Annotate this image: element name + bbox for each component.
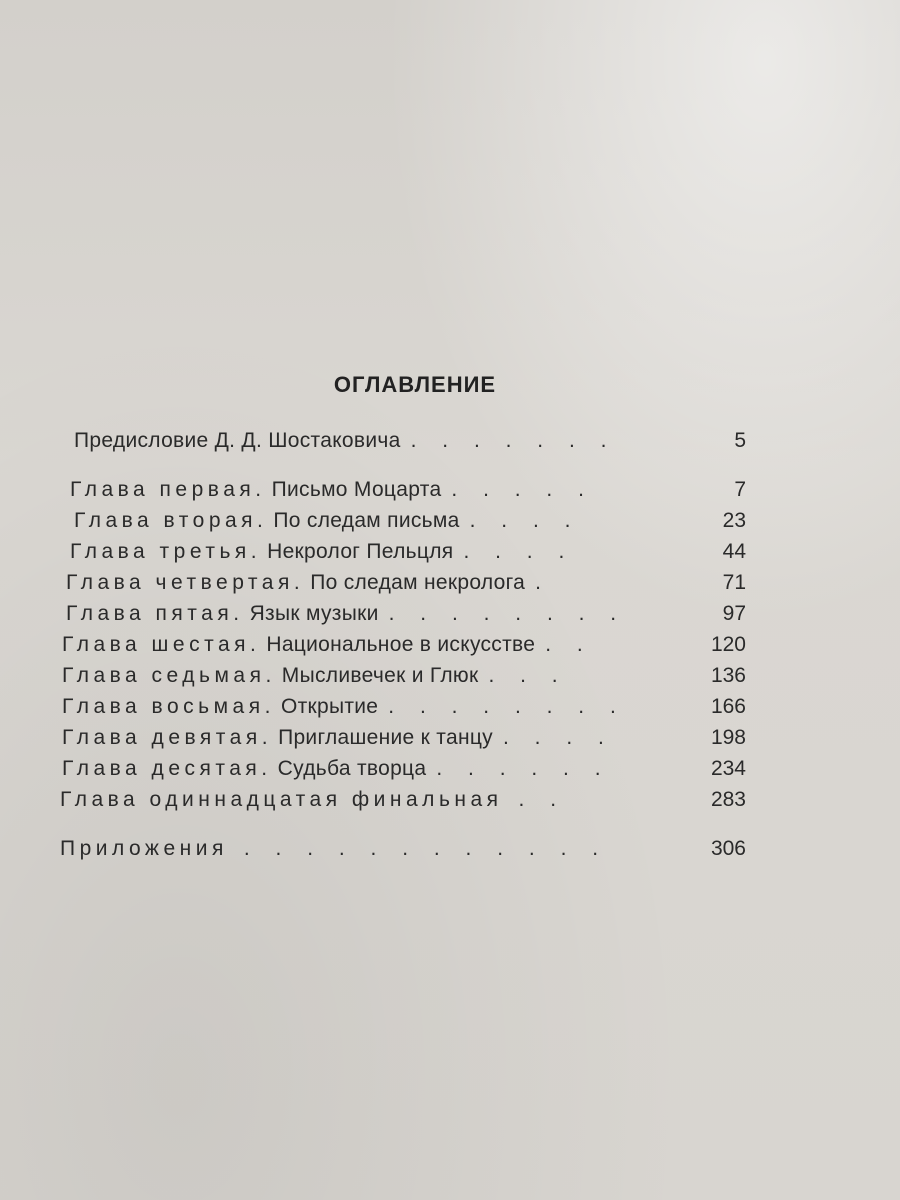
toc-entry-page-number: 23 <box>722 509 746 532</box>
toc-entry-leader-dots: . . . . . <box>451 478 594 501</box>
toc-entry-page-number: 306 <box>710 837 746 860</box>
toc-entry-leader-dots: . . . . . . . . . . . . <box>243 837 609 860</box>
toc-entry-title: Национальное в искусстве <box>266 633 536 656</box>
toc-entry-page-number: 198 <box>710 726 746 749</box>
toc-entry <box>60 660 746 691</box>
toc-entry-label <box>62 660 568 691</box>
toc-entry-label <box>62 691 626 722</box>
toc-entry <box>60 722 746 753</box>
toc-entry-chapter: Глава третья. <box>70 540 262 563</box>
toc-entry-chapter: Глава пятая. <box>66 602 244 625</box>
toc-entry-label <box>70 474 594 505</box>
toc-entry-leader-dots: . . . . <box>502 726 614 749</box>
toc-entry-page-number: 234 <box>710 757 746 780</box>
toc-entry-leader-dots: . . <box>545 633 593 656</box>
toc-entry-page-number: 166 <box>710 695 746 718</box>
toc-entry-chapter: Глава шестая. <box>62 633 261 656</box>
toc-entry <box>60 753 746 784</box>
toc-entry-leader-dots: . . <box>518 788 567 811</box>
toc-entry-chapter: Глава восьмая. <box>62 695 275 718</box>
toc-entry-leader-dots: . . . . . . . <box>410 429 617 452</box>
toc-entry-leader-dots: . . . . <box>463 540 575 563</box>
toc-entry-leader-dots: . <box>535 571 551 594</box>
toc-entry-title: По следам письма <box>273 509 460 532</box>
toc-entry <box>60 833 746 864</box>
toc-entry <box>60 567 746 598</box>
toc-entry-chapter: Глава девятая. <box>62 726 273 749</box>
toc-entry-label <box>60 784 566 815</box>
toc-entry-label <box>62 722 614 753</box>
toc-heading: ОГЛАВЛЕНИЕ <box>333 372 497 397</box>
toc-entry-chapter: Глава седьмая. <box>62 664 276 687</box>
toc-entry <box>60 598 746 629</box>
toc-entry-chapter: Глава первая. <box>70 478 266 501</box>
toc-entry-label <box>70 536 574 567</box>
toc-entry <box>60 691 746 722</box>
toc-entry-chapter: Глава одиннадцатая финальная <box>60 788 503 811</box>
toc-entry-chapter: Глава десятая. <box>62 757 272 780</box>
toc-entry-page-number: 44 <box>722 540 746 563</box>
toc-entry-title: Открытие <box>280 695 379 718</box>
toc-entry-page-number: 5 <box>734 429 746 452</box>
toc-entry-leader-dots: . . . . <box>469 509 581 532</box>
toc-entry <box>60 784 746 815</box>
toc-entry-title: По следам некролога <box>310 571 526 594</box>
toc-entry-label <box>62 753 611 784</box>
toc-entry-leader-dots: . . . <box>488 664 568 687</box>
toc-entry-leader-dots: . . . . . . . . <box>388 695 626 718</box>
toc-entry-label <box>62 629 593 660</box>
toc-entry <box>60 629 746 660</box>
toc-entry-label <box>74 425 616 456</box>
toc-entry-page-number: 136 <box>710 664 746 687</box>
toc-entry-label <box>60 833 608 864</box>
toc-entry-chapter: Глава вторая. <box>74 509 268 532</box>
toc-entry-leader-dots: . . . . . . <box>436 757 611 780</box>
toc-entry-title: Язык музыки <box>249 602 379 625</box>
toc-entry-page-number: 71 <box>722 571 746 594</box>
toc-entry-title: Письмо Моцарта <box>271 478 442 501</box>
toc-entry-label <box>66 567 551 598</box>
toc-entry-title: Предисловие Д. Д. Шостаковича <box>74 429 401 452</box>
toc-entry-page-number: 120 <box>710 633 746 656</box>
toc-entry <box>60 505 746 536</box>
toc-entry-chapter: Глава четвертая. <box>66 571 305 594</box>
toc-entry-title: Приглашение к танцу <box>278 726 493 749</box>
toc-entry-title: Судьба творца <box>277 757 427 780</box>
toc-entry-chapter: Приложения <box>60 837 228 860</box>
toc-entry-title: Некролог Пельцля <box>267 540 454 563</box>
toc-entry <box>60 474 746 505</box>
toc-entry-leader-dots: . . . . . . . . <box>388 602 627 625</box>
toc-entry-label <box>74 505 580 536</box>
toc-entry-page-number: 97 <box>722 602 746 625</box>
toc-entry <box>60 536 746 567</box>
toc-entry-page-number: 283 <box>710 788 746 811</box>
toc-entry <box>60 425 746 456</box>
toc-entry-page-number: 7 <box>734 478 746 501</box>
toc-entry-label <box>66 598 626 629</box>
toc-entry-title: Мысливечек и Глюк <box>281 664 479 687</box>
toc-list <box>60 425 746 864</box>
